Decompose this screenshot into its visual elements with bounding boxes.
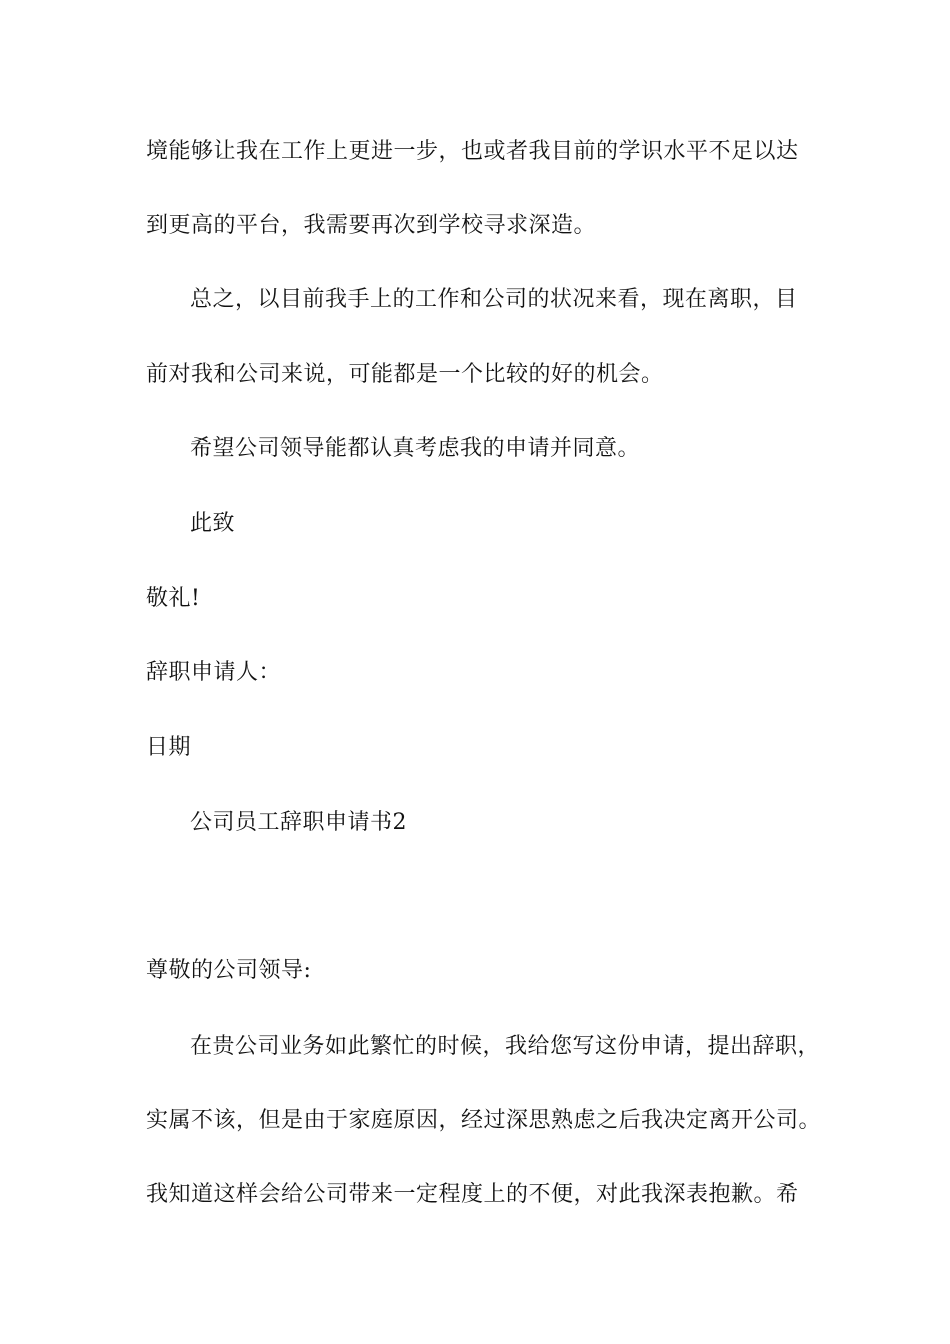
closing-salutation: 此致 (190, 511, 236, 536)
applicant-signature-label: 辞职申请人： (146, 660, 282, 685)
paragraph-line: 我知道这样会给公司带来一定程度上的不便，对此我深表抱歉。希 (146, 1182, 799, 1207)
paragraph-line: 实属不该，但是由于家庭原因，经过深思熟虑之后我决定离开公司。 (146, 1108, 822, 1133)
paragraph-line: 前对我和公司来说，可能都是一个比较的好的机会。 (146, 362, 664, 387)
paragraph-line: 在贵公司业务如此繁忙的时候，我给您写这份申请，提出辞职， (190, 1034, 821, 1059)
paragraph-line: 境能够让我在工作上更进一步，也或者我目前的学识水平不足以达 (146, 139, 799, 164)
date-label: 日期 (146, 735, 192, 760)
paragraph-line: 希望公司领导能都认真考虑我的申请并同意。 (190, 436, 641, 461)
greeting: 尊敬的公司领导: (146, 958, 312, 983)
section-title: 公司员工辞职申请书2 (190, 810, 407, 835)
paragraph-line: 到更高的平台，我需要再次到学校寻求深造。 (146, 213, 597, 238)
closing-regards: 敬礼! (146, 586, 201, 611)
paragraph-line: 总之，以目前我手上的工作和公司的状况来看，现在离职，目 (190, 287, 798, 312)
